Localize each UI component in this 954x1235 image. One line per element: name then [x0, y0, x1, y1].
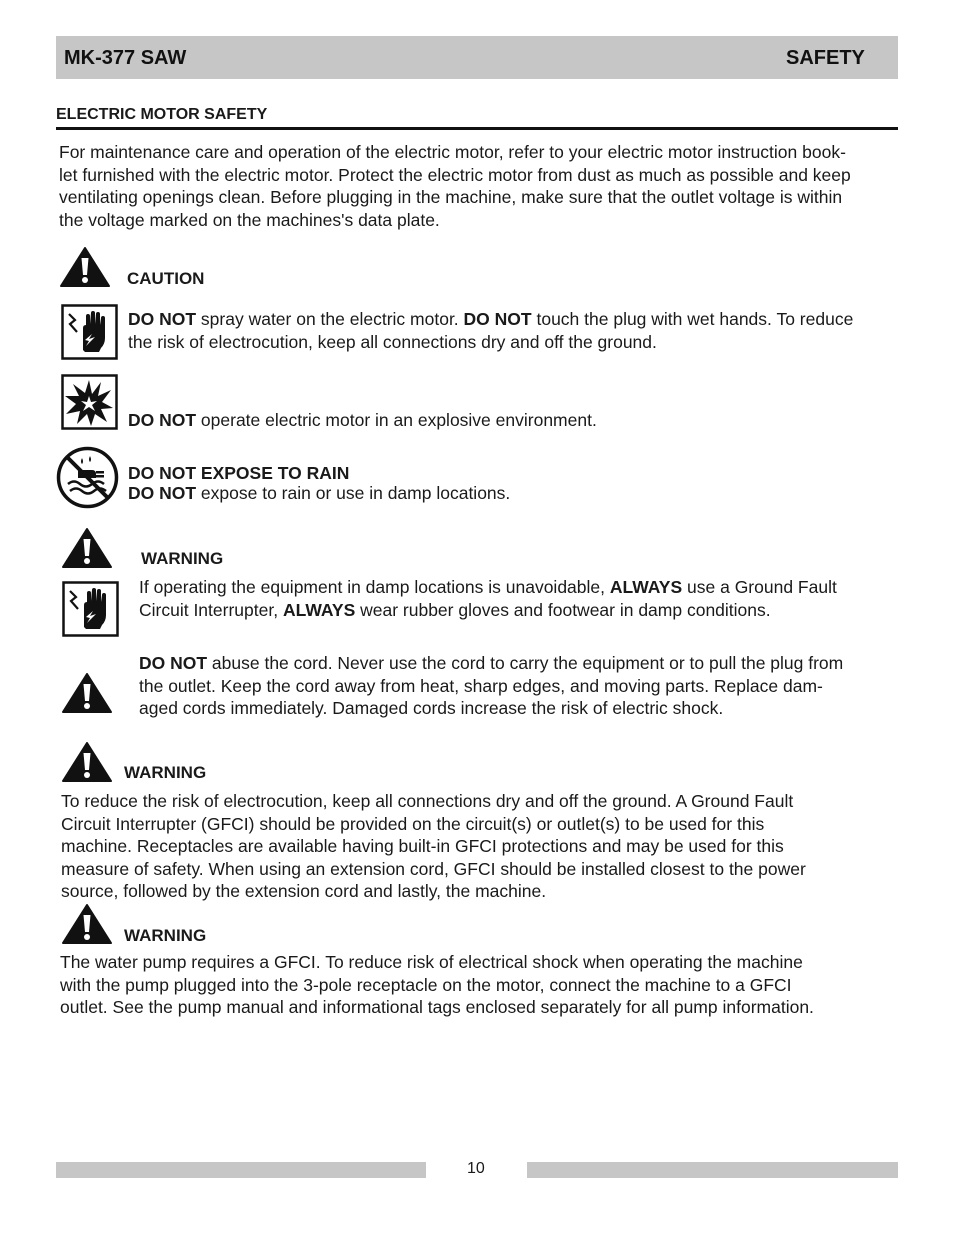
warning-triangle-icon: [61, 527, 113, 569]
intro-line: let furnished with the electric motor. Protect the electric motor from dust as much as possible and keep: [59, 164, 851, 185]
warning-label: WARNING: [141, 549, 224, 568]
text-line: the risk of electrocution, keep all connections dry and off the ground.: [128, 331, 657, 352]
warning-damp-text: [139, 576, 837, 621]
text-line: the outlet. Keep the cord away from heat, sharp edges, and moving parts. Replace dam-: [139, 675, 823, 696]
text-span: wear rubber gloves and footwear in damp conditions.: [355, 599, 771, 620]
caution-water-text: [128, 308, 853, 353]
no-rain-icon: [56, 446, 119, 509]
caution-explosive-text: [128, 409, 597, 432]
page-number: 10: [467, 1160, 485, 1177]
text-line: aged cords immediately. Damaged cords increase the risk of electric shock.: [139, 698, 724, 718]
text-span: expose to rain or use in damp locations.: [196, 483, 511, 503]
text-line: measure of safety. When using an extension cord, GFCI should be installed closest to the power: [61, 858, 806, 879]
text-line: with the pump plugged into the 3-pole receptacle on the motor, connect the machine to a GFCI: [60, 974, 792, 995]
emphasis-always: ALWAYS: [609, 577, 683, 597]
text-line: The water pump requires a GFCI. To reduce risk of electrical shock when operating the machine: [60, 952, 803, 972]
intro-paragraph: [59, 141, 851, 231]
manual-title: MK-377 SAW: [64, 47, 187, 69]
caution-label: CAUTION: [127, 269, 205, 288]
warning-label: WARNING: [124, 763, 207, 782]
text-line: source, followed by the extension cord and lastly, the machine.: [61, 881, 547, 901]
section-divider: [56, 127, 898, 130]
warning-pump-paragraph: [60, 951, 814, 1019]
text-line: Circuit Interrupter (GFCI) should be provided on the circuit(s) or outlet(s) to be used for this: [61, 813, 765, 834]
rain-title: DO NOT EXPOSE TO RAIN: [128, 463, 350, 483]
warning-triangle-icon: [61, 672, 113, 714]
caution-rain-text: [128, 463, 510, 503]
emphasis-do-not: DO NOT: [463, 309, 532, 329]
text-span: operate electric motor in an explosive environment.: [196, 410, 597, 430]
warning-gfci-paragraph: [61, 790, 806, 903]
electric-shock-hand-icon: [61, 304, 118, 360]
footer-bar-left: [56, 1162, 426, 1178]
text-line: To reduce the risk of electrocution, keep all connections dry and off the ground. A Ground Fault: [61, 791, 794, 811]
emphasis-do-not: DO NOT: [128, 483, 197, 503]
intro-line: ventilating openings clean. Before plugging in the machine, make sure that the outlet voltage is within: [59, 187, 843, 207]
text-span: touch the plug with wet hands. To reduce: [531, 309, 854, 329]
electric-shock-hand-icon: [62, 581, 119, 637]
emphasis-do-not: DO NOT: [128, 309, 197, 329]
text-span: If operating the equipment in damp locations is unavoidable,: [139, 577, 610, 597]
text-span: Circuit Interrupter,: [139, 599, 283, 620]
warning-triangle-icon: [61, 903, 113, 945]
footer-bar-right: [527, 1162, 898, 1178]
explosion-icon: [61, 374, 118, 430]
section-title: ELECTRIC MOTOR SAFETY: [56, 106, 268, 123]
intro-line: For maintenance care and operation of the electric motor, refer to your electric motor instruction book-: [59, 142, 846, 162]
section-name: SAFETY: [786, 47, 865, 69]
text-line: outlet. See the pump manual and informational tags enclosed separately for all pump information.: [60, 997, 814, 1017]
intro-line: the voltage marked on the machines's data plate.: [59, 209, 440, 230]
warning-cord-text: [139, 652, 843, 720]
text-span: use a Ground Fault: [682, 577, 837, 597]
text-line: machine. Receptacles are available having built-in GFCI protections and may be used for this: [61, 836, 784, 856]
text-span: abuse the cord. Never use the cord to carry the equipment or to pull the plug from: [207, 653, 844, 673]
emphasis-do-not: DO NOT: [139, 653, 208, 673]
text-span: spray water on the electric motor.: [196, 309, 464, 329]
warning-label: WARNING: [124, 926, 207, 945]
emphasis-always: ALWAYS: [282, 599, 356, 620]
caution-triangle-icon: [59, 246, 111, 288]
emphasis-do-not: DO NOT: [128, 410, 197, 430]
warning-triangle-icon: [61, 741, 113, 783]
